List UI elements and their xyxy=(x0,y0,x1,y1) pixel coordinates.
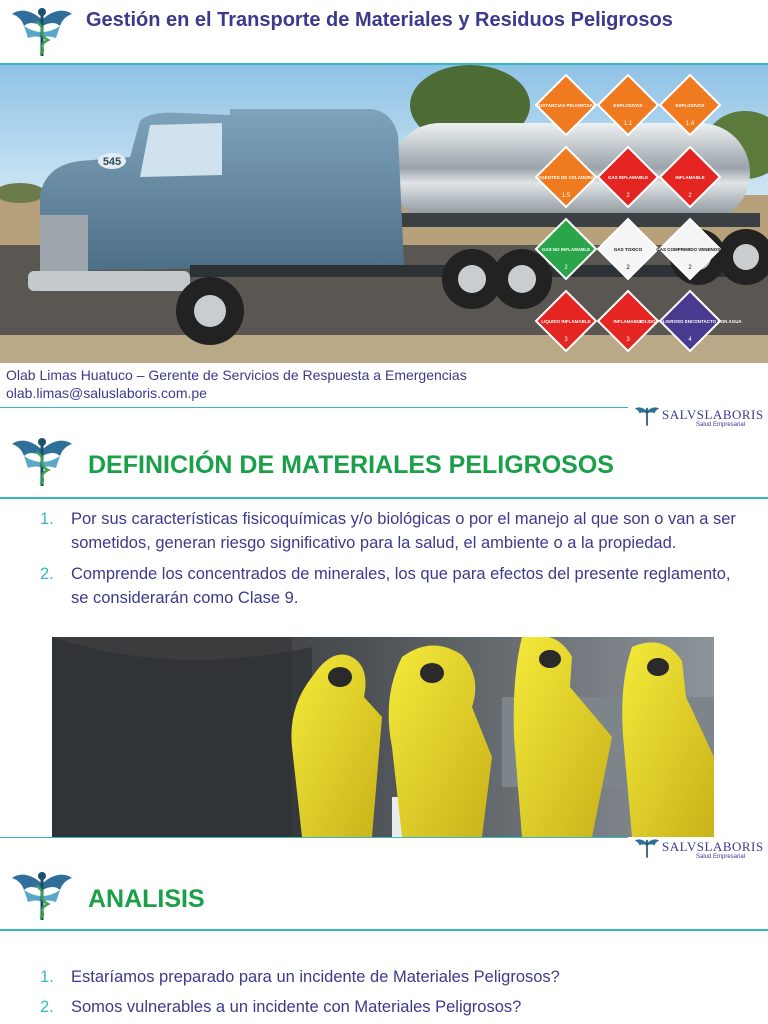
hazard-class-number: 3 xyxy=(564,337,568,343)
hazard-class-number: 3 xyxy=(626,337,630,343)
brand-emblem-icon xyxy=(634,404,660,428)
author-email: olab.limas@saluslaboris.com.pe xyxy=(6,385,207,401)
caduceus-logo-icon xyxy=(10,434,74,490)
list-text: Comprende los concentrados de minerales, los que para efectos del presente reglamento, se considerarán como Clase 9. xyxy=(71,565,731,607)
truck-number: 545 xyxy=(102,156,122,168)
list-number: 2. xyxy=(40,997,54,1016)
hazard-class-number: 2 xyxy=(688,193,692,199)
list-number: 2. xyxy=(40,565,54,583)
footer-divider xyxy=(0,837,628,838)
hazard-placard-label: SOLIDO PELIGROSO ENCONTACTO CON AGUA xyxy=(638,319,742,324)
title-divider xyxy=(0,929,768,931)
title-divider xyxy=(0,497,768,499)
hazard-class-number: 1.4 xyxy=(685,121,695,127)
section-title: ANALISIS xyxy=(88,885,205,913)
list-item xyxy=(0,996,741,1020)
hazard-placard-label: SUSTANCIAS PELIGROSAS xyxy=(536,103,596,108)
hazard-class-number: 1.5 xyxy=(561,193,571,199)
hazard-class-number: 4 xyxy=(688,337,692,343)
definition-list xyxy=(0,508,741,610)
brand-name: SALVSLABORIS xyxy=(662,407,764,422)
hazard-placard-label: INFLAMABLE xyxy=(613,319,643,324)
brand-tagline: Salud Empresarial xyxy=(696,854,746,860)
brand-tagline: Salud Empresarial xyxy=(696,422,746,428)
presentation-title: Gestión en el Transporte de Materiales y Residuos Peligrosos xyxy=(86,9,673,31)
salus-laboris-brand xyxy=(634,834,764,864)
hazmat-tanker-photo xyxy=(0,65,768,363)
list-item xyxy=(0,563,741,610)
hazard-placard-label: GAS COMPRIMIDO VENENOSO xyxy=(656,247,724,252)
hazard-class-number: 1.1 xyxy=(623,121,633,127)
hazard-class-number: 2 xyxy=(564,265,568,271)
brand-name: SALVSLABORIS xyxy=(662,839,764,854)
list-text: Somos vulnerables a un incidente con Materiales Peligrosos? xyxy=(71,997,522,1016)
author-line: Olab Limas Huatuco – Gerente de Servicios de Respuesta a Emergencias xyxy=(6,367,467,383)
section-title: DEFINICIÓN DE MATERIALES PELIGROSOS xyxy=(88,451,614,479)
caduceus-logo-icon xyxy=(10,868,74,924)
list-text: Estaríamos preparado para un incidente de Materiales Peligrosos? xyxy=(71,968,560,986)
salus-laboris-brand xyxy=(634,402,764,432)
hazard-placard-label: EXPLOSIVOS xyxy=(613,103,643,108)
hazard-placard-label: INFLAMABLE xyxy=(675,175,705,180)
hazard-placard-label: GAS NO INFLAMABLE xyxy=(541,247,591,252)
list-item xyxy=(0,966,741,990)
author-info xyxy=(6,366,606,402)
hazard-placard-label: GAS INFLAMABLE xyxy=(607,175,649,180)
hazard-class-number: 2 xyxy=(626,265,630,271)
hazmat-suits-photo xyxy=(52,637,714,837)
list-item xyxy=(0,508,741,555)
brand-emblem-icon xyxy=(634,836,660,860)
hazard-class-number: 2 xyxy=(626,193,630,199)
hazard-placard-label: AGENTES DE VOLADURA xyxy=(537,175,595,180)
list-number: 1. xyxy=(40,510,54,528)
hazard-placard-label: LIQUIDO INFLAMABLE xyxy=(541,319,591,324)
list-number: 1. xyxy=(40,968,54,986)
hazard-class-number: 2 xyxy=(688,265,692,271)
footer-divider xyxy=(0,407,628,408)
analysis-list xyxy=(0,966,741,1019)
hazard-placard-label: EXPLOSIVOS xyxy=(675,103,705,108)
caduceus-logo-icon xyxy=(10,4,74,60)
list-text: Por sus características fisicoquímicas y/o biológicas o por el manejo al que son o van a ser sometidos, generan riesgo significativo para la salud, el ambiente o a la propiedad. xyxy=(71,510,736,552)
hazard-placard-label: GAS TOXICO xyxy=(613,247,643,252)
